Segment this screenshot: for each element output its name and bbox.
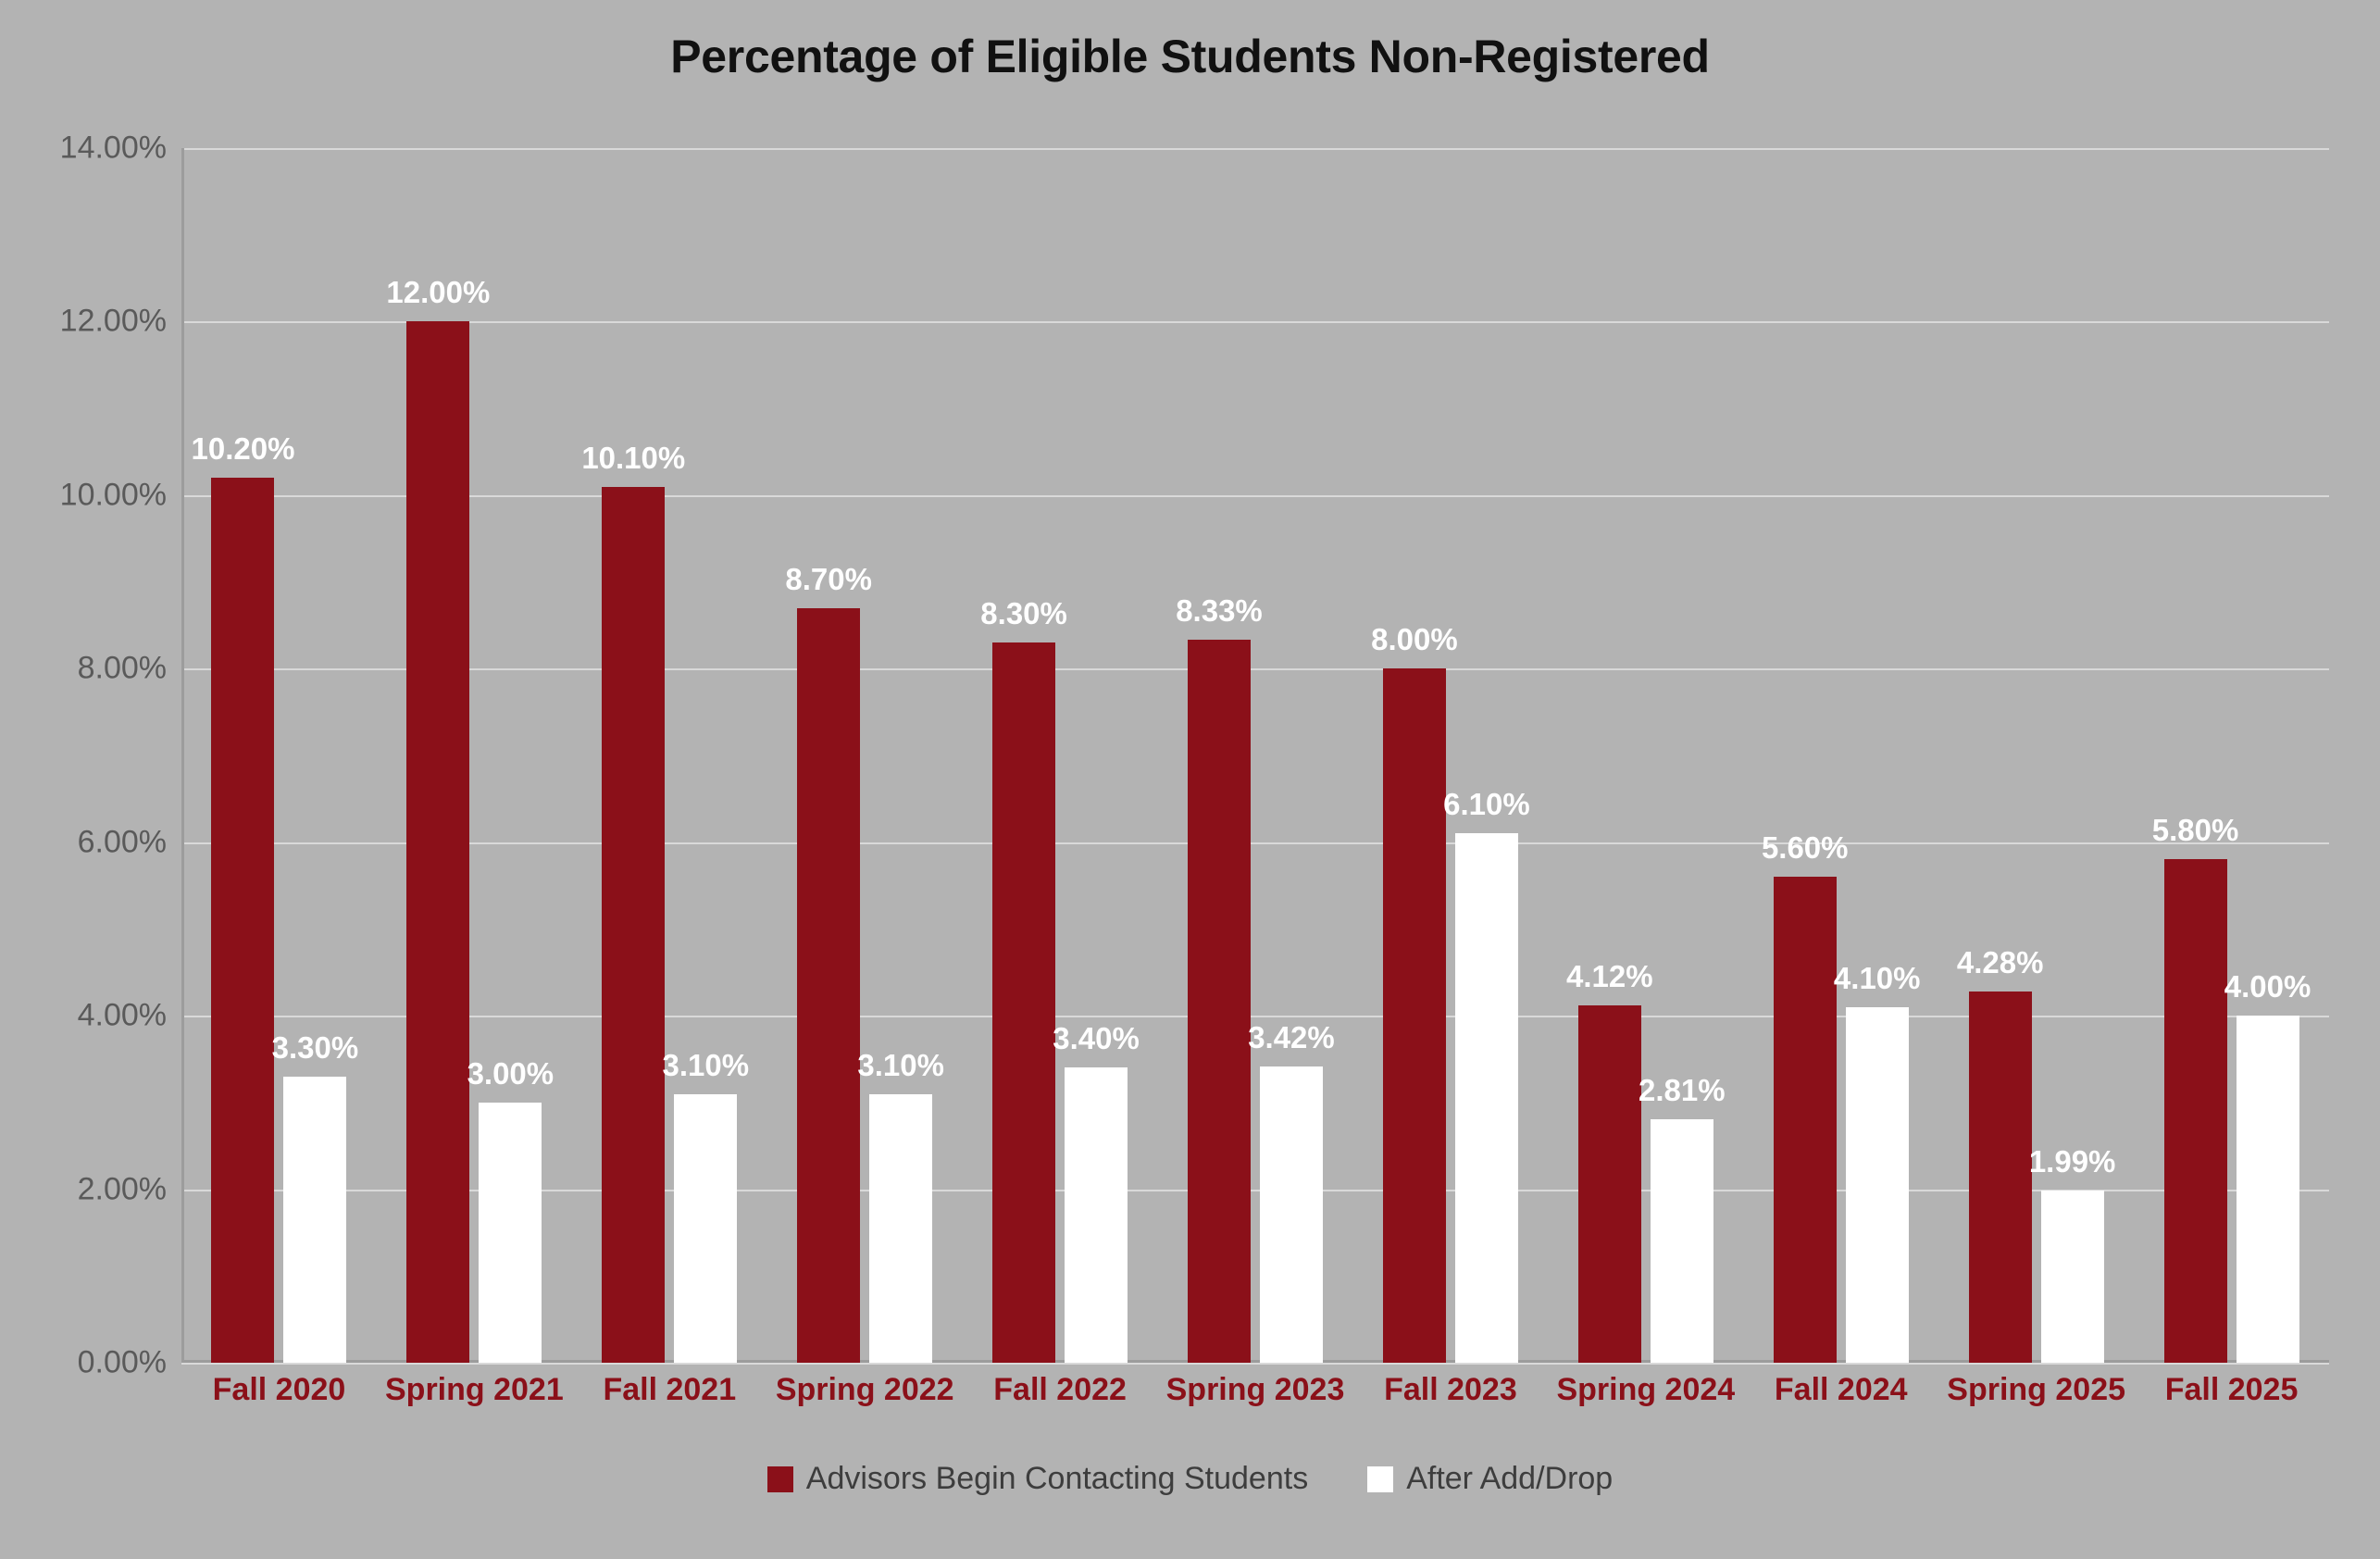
- bar-value-label: 8.00%: [1371, 622, 1458, 657]
- bar-after-add-drop[interactable]: [1651, 1119, 1713, 1363]
- bar-advisors-contacting[interactable]: [602, 487, 665, 1364]
- bar-advisors-contacting[interactable]: [1774, 877, 1837, 1363]
- bar-value-label: 10.20%: [191, 431, 295, 467]
- bar-value-label: 1.99%: [2028, 1143, 2116, 1179]
- y-axis-tick-label: 6.00%: [77, 824, 167, 860]
- bar-value-label: 8.70%: [785, 561, 872, 596]
- y-axis-tick-label: 12.00%: [59, 303, 167, 339]
- x-axis-category-label: Spring 2024: [1556, 1372, 1736, 1407]
- bar-value-label: 2.81%: [1639, 1072, 1726, 1107]
- bar-after-add-drop[interactable]: [1065, 1067, 1128, 1363]
- bar-value-label: 8.30%: [980, 596, 1067, 631]
- bar-advisors-contacting[interactable]: [406, 321, 469, 1363]
- bar-group: [377, 148, 572, 1407]
- bar-after-add-drop[interactable]: [2041, 1191, 2104, 1363]
- grid-line: [181, 1363, 2329, 1365]
- bar-after-add-drop[interactable]: [1846, 1007, 1909, 1363]
- y-axis-tick-label: 2.00%: [77, 1171, 167, 1207]
- bar-value-label: 3.00%: [467, 1055, 555, 1091]
- plot-area: [181, 148, 2329, 1407]
- bar-group: [572, 148, 767, 1407]
- x-axis-category-label: Fall 2023: [1384, 1372, 1517, 1407]
- bar-value-label: 12.00%: [386, 275, 491, 310]
- y-axis-tick-label: 8.00%: [77, 650, 167, 686]
- bar-group: [2134, 148, 2329, 1407]
- legend-item[interactable]: [1367, 1461, 1613, 1497]
- x-axis-category-label: Fall 2025: [2164, 1372, 2299, 1407]
- y-axis-tick-label: 0.00%: [77, 1344, 167, 1380]
- bar-group: [1352, 148, 1548, 1407]
- bar-value-label: 5.60%: [1761, 830, 1849, 866]
- bar-advisors-contacting[interactable]: [2164, 859, 2227, 1363]
- y-axis-tick-label: 10.00%: [59, 477, 167, 513]
- y-axis-tick-label: 4.00%: [77, 997, 167, 1033]
- bar-value-label: 3.30%: [271, 1029, 359, 1065]
- bar-after-add-drop[interactable]: [479, 1103, 542, 1363]
- bar-value-label: 3.10%: [662, 1047, 750, 1082]
- bar-value-label: 4.12%: [1566, 958, 1653, 993]
- bar-value-label: 8.33%: [1176, 593, 1263, 629]
- bar-value-label: 6.10%: [1443, 787, 1530, 822]
- chart-title: Percentage of Eligible Students Non-Registered: [670, 31, 1710, 82]
- bar-group: [1938, 148, 2134, 1407]
- x-axis-category-label: Fall 2020: [212, 1372, 346, 1407]
- bar-advisors-contacting[interactable]: [797, 608, 860, 1363]
- bar-group: [767, 148, 963, 1407]
- x-axis-category-label: Spring 2021: [385, 1372, 564, 1407]
- bar-value-label: 10.10%: [581, 440, 686, 475]
- bar-after-add-drop[interactable]: [1260, 1066, 1323, 1364]
- x-axis-category-label: Fall 2022: [993, 1372, 1127, 1407]
- bar-advisors-contacting[interactable]: [211, 478, 274, 1363]
- x-axis-category-label: Spring 2023: [1165, 1372, 1345, 1407]
- bar-group: [963, 148, 1158, 1407]
- bar-value-label: 3.40%: [1053, 1021, 1140, 1056]
- legend-label: Advisors Begin Contacting Students: [805, 1461, 1309, 1496]
- x-axis-category-label: Fall 2024: [1774, 1372, 1908, 1407]
- bar-advisors-contacting[interactable]: [1188, 640, 1251, 1363]
- bar-value-label: 3.10%: [857, 1047, 944, 1082]
- bar-advisors-contacting[interactable]: [1578, 1005, 1641, 1363]
- bar-after-add-drop[interactable]: [2237, 1016, 2299, 1363]
- x-axis-category-label: Spring 2025: [1947, 1372, 2126, 1407]
- x-axis-category-label: Spring 2022: [775, 1372, 954, 1407]
- bar-after-add-drop[interactable]: [674, 1094, 737, 1364]
- bar-value-label: 4.28%: [1956, 944, 2044, 979]
- bar-group: [1743, 148, 1938, 1407]
- bar-after-add-drop[interactable]: [283, 1077, 346, 1363]
- legend-swatch-icon: [1367, 1466, 1393, 1492]
- bar-advisors-contacting[interactable]: [1383, 668, 1446, 1363]
- bar-after-add-drop[interactable]: [1455, 833, 1518, 1363]
- x-axis-category-label: Fall 2021: [603, 1372, 737, 1407]
- bar-advisors-contacting[interactable]: [992, 642, 1055, 1363]
- bar-value-label: 5.80%: [2151, 813, 2239, 848]
- bar-value-label: 4.10%: [1833, 960, 1921, 995]
- legend-label: After Add/Drop: [1406, 1461, 1614, 1496]
- bar-group: [181, 148, 377, 1407]
- chart-legend: [0, 1461, 2380, 1497]
- bar-value-label: 4.00%: [2224, 969, 2311, 1004]
- y-axis-tick-label: 14.00%: [59, 130, 167, 166]
- legend-swatch-icon: [767, 1466, 793, 1492]
- legend-item[interactable]: [767, 1461, 1308, 1497]
- bar-group: [1548, 148, 1743, 1407]
- bar-group: [1158, 148, 1353, 1407]
- bar-value-label: 3.42%: [1248, 1019, 1335, 1054]
- bar-after-add-drop[interactable]: [869, 1094, 932, 1364]
